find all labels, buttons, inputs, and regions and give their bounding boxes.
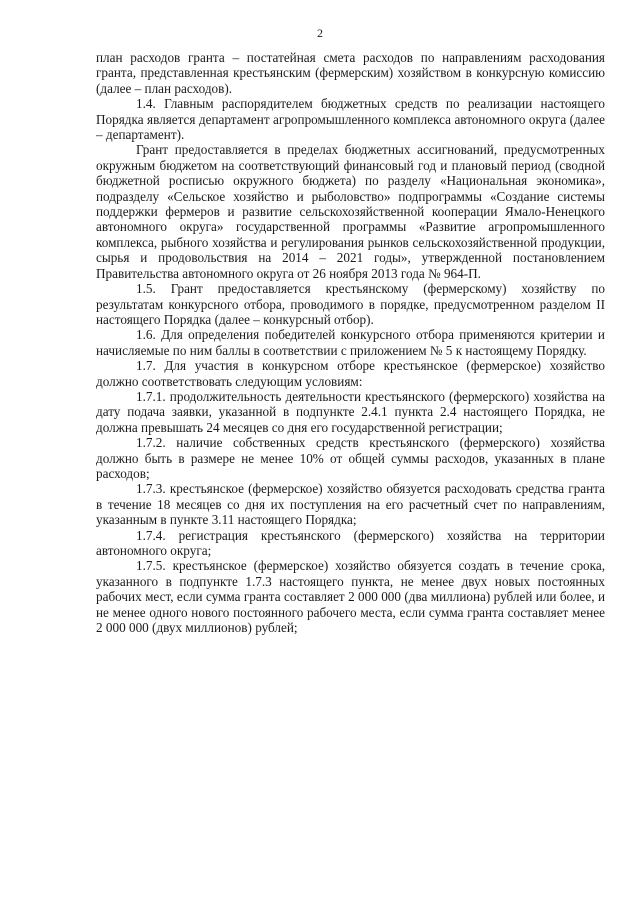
- paragraph-1-7: 1.7. Для участия в конкурсном отборе крестьянское (фермерское) хозяйство должно соответствовать следующим условиям:: [96, 358, 605, 389]
- paragraph-1-7-1: 1.7.1. продолжительность деятельности крестьянского (фермерского) хозяйства на дату подача заявки, указанной в подпункте 2.4.1 пункта 2.4 настоящего Порядка, не должна превышать 24 месяцев со дня его государственной регистрации;: [96, 388, 605, 435]
- paragraph-1-7-2: 1.7.2. наличие собственных средств крестьянского (фермерского) хозяйства должно быть в размере не менее 10% от общей суммы расходов, указанных в плане расходов;: [96, 435, 605, 481]
- page-number: 2: [317, 26, 323, 40]
- paragraph-1-5: 1.5. Грант предоставляется крестьянскому (фермерскому) хозяйству по результатам конкурсного отбора, проводимого в порядке, предусмотренном разделом II настоящего Порядка (далее – конкурсный отбор).: [96, 281, 605, 327]
- paragraph-grant-budget: Грант предоставляется в пределах бюджетных ассигнований, предусмотренных окружным бюджетом на соответствующий финансовый год и плановый период (сводной бюджетной росписью окружного бюджета) по разделу «Национальная экономика», подразделу «Сельское хозяйство и рыболовство» подпрограммы «Создание системы поддержки фермеров и развитие сельскохозяйственной кооперации Ямало-Ненецкого автономного округа» государственной программы «Развитие агропромышленного комплекса, рыбного хозяйства и регулирования рынков сельскохозяйственной продукции, сырья и продовольствия на 2014 – 2021 годы», утвержденной постановлением Правительства автономного округа от 26 ноября 2013 года № 964-П.: [96, 142, 605, 281]
- paragraph-1-6: 1.6. Для определения победителей конкурсного отбора применяются критерии и начисляемые по ним баллы в соответствии с приложением № 5 к настоящему Порядку.: [96, 327, 605, 358]
- paragraph-1-7-4: 1.7.4. регистрация крестьянского (фермерского) хозяйства на территории автономного округа;: [96, 527, 605, 558]
- paragraph-1-7-3: 1.7.3. крестьянское (фермерское) хозяйство обязуется расходовать средства гранта в течение 18 месяцев со дня их поступления на его расчетный счет по направлениям, указанным в пункте 3.11 настоящего Порядка;: [96, 481, 605, 528]
- paragraph-1-4: 1.4. Главным распорядителем бюджетных средств по реализации настоящего Порядка является департамент агропромышленного комплекса автономного округа (далее – департамент).: [96, 96, 605, 143]
- paragraph-expense-plan-definition: план расходов гранта – постатейная смета расходов по направлениям расходования гранта, представленная крестьянским (фермерским) хозяйством в конкурсную комиссию (далее – план расходов).: [96, 50, 605, 96]
- paragraph-1-7-5: 1.7.5. крестьянское (фермерское) хозяйство обязуется создать в течение срока, указанного в подпункте 1.7.3 настоящего пункта, не менее двух новых постоянных рабочих мест, если сумма гранта составляет 2 000 000 (два миллиона) рублей или более, и не менее одного нового постоянного рабочего места, если сумма гранта составляет менее 2 000 000 (двух миллионов) рублей;: [96, 558, 605, 636]
- document-body: [96, 50, 605, 635]
